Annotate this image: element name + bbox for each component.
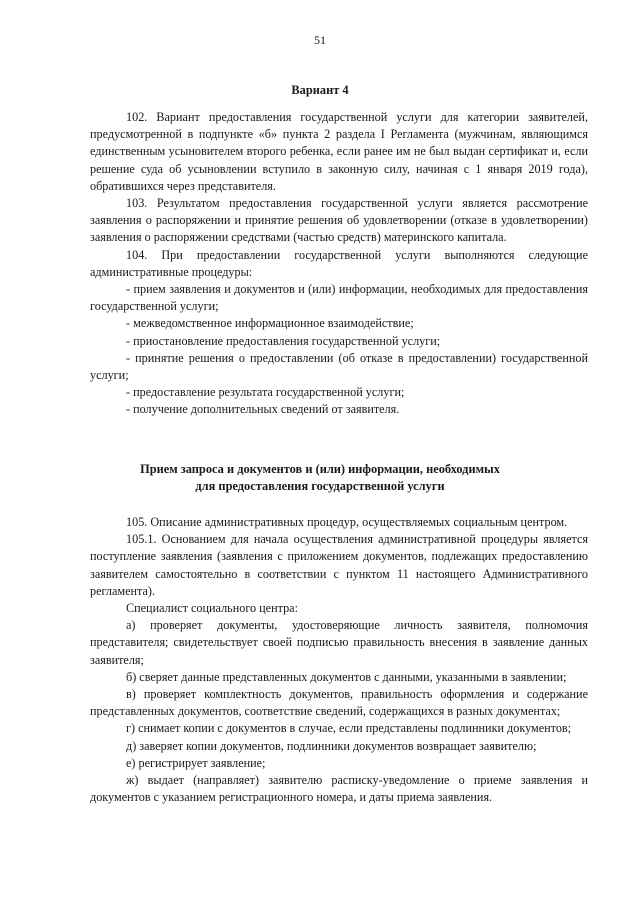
list-item: - принятие решения о предоставлении (об отказе в предоставлении) государственной услуги; [90, 350, 588, 383]
paragraph-105-1: 105.1. Основанием для начала осуществления административной процедуры является поступление заявления (заявления с приложением документов, подлежащих предоставлению заявителем самостоятельно в соответствии с пунктом 11 настоящего Административного регламента). [90, 532, 588, 598]
list-item: д) заверяет копии документов, подлинники документов возвращает заявителю; [126, 738, 537, 753]
variant-heading: Вариант 4 [291, 83, 349, 97]
list-item: - предоставление результата государственной услуги; [126, 385, 405, 400]
procedures-list [90, 281, 588, 419]
paragraph-104: 104. При предоставлении государственной услуги выполняются следующие административные процедуры: [90, 247, 588, 279]
list-item: - межведомственное информационное взаимодействие; [126, 316, 414, 331]
bottom-section [90, 514, 588, 806]
list-item: б) сверяет данные представленных документов с данными, указанными в заявлении; [126, 669, 567, 684]
specialist-intro: Специалист социального центра: [126, 601, 298, 616]
section-heading-line1: Прием запроса и документов и (или) информации, необходимых [140, 462, 500, 476]
paragraph-103: 103. Результатом предоставления государственной услуги является рассмотрение заявления о распоряжении и принятие решения об удовлетворении (отказе в удовлетворении) заявления о распоряжении средствами (частью средств) материнского капитала. [90, 196, 588, 245]
list-item: - прием заявления и документов и (или) информации, необходимых для предоставления государственной услуги; [90, 282, 588, 314]
list-item: - приостановление предоставления государственной услуги; [126, 333, 441, 348]
list-item: е) регистрирует заявление; [126, 755, 266, 770]
specialist-actions-list [90, 617, 588, 806]
page-number: 51 [314, 33, 326, 47]
list-item: ж) выдает (направляет) заявителю расписку-уведомление о приеме заявления и документов с указанием регистрационного номера, и даты приема заявления. [90, 773, 588, 805]
section-heading [0, 461, 640, 495]
paragraph-102: 102. Вариант предоставления государственной услуги для категории заявителей, предусмотренной в подпункте «б» пункта 2 раздела I Регламента (мужчинам, являющимся единственным усыновителем второго ребенка, если ранее им не был выдан сертификат и, если решение суда об усыновлении вступило в законную силу, начиная с 1 января 2019 года), обратившихся через представителя. [90, 110, 588, 193]
top-section [90, 109, 588, 419]
list-item: г) снимает копии с документов в случае, если представлены подлинники документов; [126, 721, 572, 736]
list-item: - получение дополнительных сведений от заявителя. [126, 402, 400, 417]
section-heading-line2: для предоставления государственной услуги [195, 479, 445, 493]
list-item: а) проверяет документы, удостоверяющие личность заявителя, полномочия представителя; свидетельствует своей подписью правильность внесения в заявление данных заявителя; [90, 618, 588, 667]
list-item: в) проверяет комплектность документов, правильность оформления и содержание представленных документов, соответствие сведений, содержащихся в разных документах; [90, 687, 588, 719]
paragraph-105: 105. Описание административных процедур, осуществляемых социальным центром. [126, 515, 568, 529]
